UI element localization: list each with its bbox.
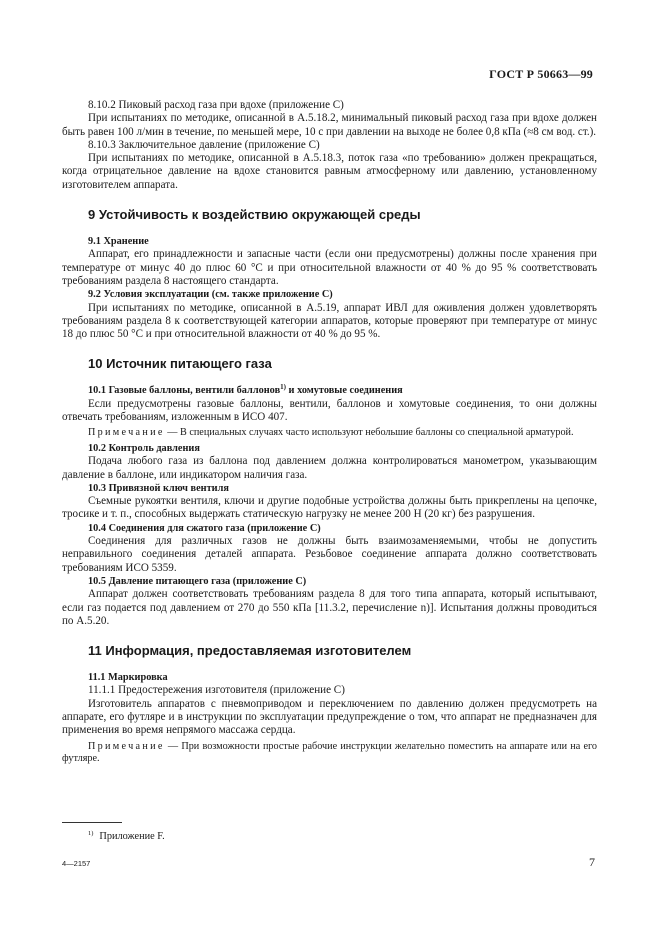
clause-10-4-text: Соединения для различных газов не должны быть взаимозаменяемыми, чтобы не допустить неправильного соединения деталей аппарата. Резьбовое соединение аппарата должно соответствовать требованиям ИСО 5359. <box>62 535 597 574</box>
footnote-separator <box>62 822 122 823</box>
document-header: ГОСТ Р 50663—99 <box>489 67 593 81</box>
clause-10-3-title: 10.3 Привязной ключ вентиля <box>88 482 229 494</box>
clause-10-1-title-tail: и хомутовые соединения <box>285 385 403 397</box>
clause-10-5-text: Аппарат должен соответствовать требованиям раздела 8 для того типа аппарата, который испытывают, если газ подается под давлением от 270 до 550 кПа [11.3.2, перечисление n)]. Испытания должны проводиться по А.5.20. <box>62 588 597 627</box>
clause-11-1-1-text: Изготовитель аппаратов с пневмоприводом и переключением по давлению должен предусмотреть на аппарате, его футляре и в инструкции по эксплуатации предупреждение о том, что аппарат не предназначен для применения во время непрямого массажа сердца. <box>62 697 597 737</box>
section-10-heading: 10 Источник питающего газа <box>88 356 272 372</box>
page-number: 7 <box>589 855 595 869</box>
clause-11-1-title: 11.1 Маркировка <box>88 672 168 684</box>
clause-10-5-title: 10.5 Давление питающего газа (приложение С) <box>88 575 307 587</box>
clause-10-1-title-text: 10.1 Газовые баллоны, вентили баллонов <box>88 385 281 397</box>
clause-10-4-title: 10.4 Соединения для сжатого газа (приложение С) <box>88 522 321 534</box>
note-text: — При возможности простые рабочие инструкции желательно поместить на аппарате или на его футляре. <box>62 740 597 765</box>
clause-11-1-1-title: 11.1.1 Предостережения изготовителя (приложение С) <box>88 684 345 697</box>
note-label: Примечание <box>88 740 165 752</box>
clause-10-2-title: 10.2 Контроль давления <box>88 442 200 454</box>
section-11-heading: 11 Информация, предоставляемая изготовителем <box>88 643 412 659</box>
clause-10-1-text: Если предусмотрены газовые баллоны, вентили, баллонов и хомутовые соединения, то они должны отвечать требованиям, изложенным в ИСО 407. <box>62 397 597 424</box>
clause-9-1-text: Аппарат, его принадлежности и запасные части (если они предусмотрены) должны после хранения при температуре от минус 40 до плюс 60 °С и при относительной влажности от 40 % до 95 % соответствовать требованиям раздела 8 настоящего стандарта. <box>62 248 597 287</box>
print-code: 4—2157 <box>62 859 91 868</box>
clause-8-10-2-title: 8.10.2 Пиковый расход газа при вдохе (приложение С) <box>88 99 344 111</box>
note-10-1 <box>62 427 597 440</box>
note-11-1-1 <box>62 741 597 766</box>
clause-9-2-title: 9.2 Условия эксплуатации (см. также приложение С) <box>88 289 333 301</box>
section-9-heading: 9 Устойчивость к воздействию окружающей среды <box>88 207 421 223</box>
clause-9-1-title: 9.1 Хранение <box>88 236 149 248</box>
footnote-ref: 1) <box>280 383 286 392</box>
footnote-mark: 1) <box>88 830 94 837</box>
clause-10-3-text: Съемные рукоятки вентиля, ключи и другие подобные устройства должны быть прикреплены на цепочке, тросике и т. п., способных выдержать статическую нагрузку не менее 200 Н (20 кг) без разрушения. <box>62 495 597 521</box>
clause-9-2-text: При испытаниях по методике, описанной в А.5.19, аппарат ИВЛ для оживления должен удовлетворять требованиям раздела 8 к соответствующей категории аппаратов, которые проверяют при температуре от минус 18 до плюс 50 °С и при относительной влажности от 40 % до 95 %. <box>62 301 597 341</box>
note-text: — В специальных случаях часто используют небольшие баллоны со специальной арматурой. <box>164 427 574 439</box>
footnote-text: Приложение F. <box>99 831 165 842</box>
clause-8-10-3-text: При испытаниях по методике, описанной в А.5.18.3, поток газа «по требованию» должен прекращаться, когда отрицательное давление на вдохе становится равным атмосферному или давлению, установленному изготовителем аппарата. <box>62 152 597 191</box>
clause-8-10-3-title: 8.10.3 Заключительное давление (приложение С) <box>88 138 320 151</box>
clause-10-2-text: Подача любого газа из баллона под давлением должна контролироваться манометром, указывающим давление в баллоне, или индикатором наличия газа. <box>62 455 597 481</box>
note-label: Примечание <box>88 427 165 439</box>
clause-10-1-title <box>62 384 597 397</box>
footnote <box>88 830 165 842</box>
page-body <box>62 99 597 766</box>
clause-8-10-2-text: При испытаниях по методике, описанной в А.5.18.2, минимальный пиковый расход газа при вдохе должен быть равен 100 л/мин в течение, по меньшей мере, 10 с при давлении на выходе не более 0,8 кПа (≈8 см вод. ст.). <box>62 112 597 138</box>
